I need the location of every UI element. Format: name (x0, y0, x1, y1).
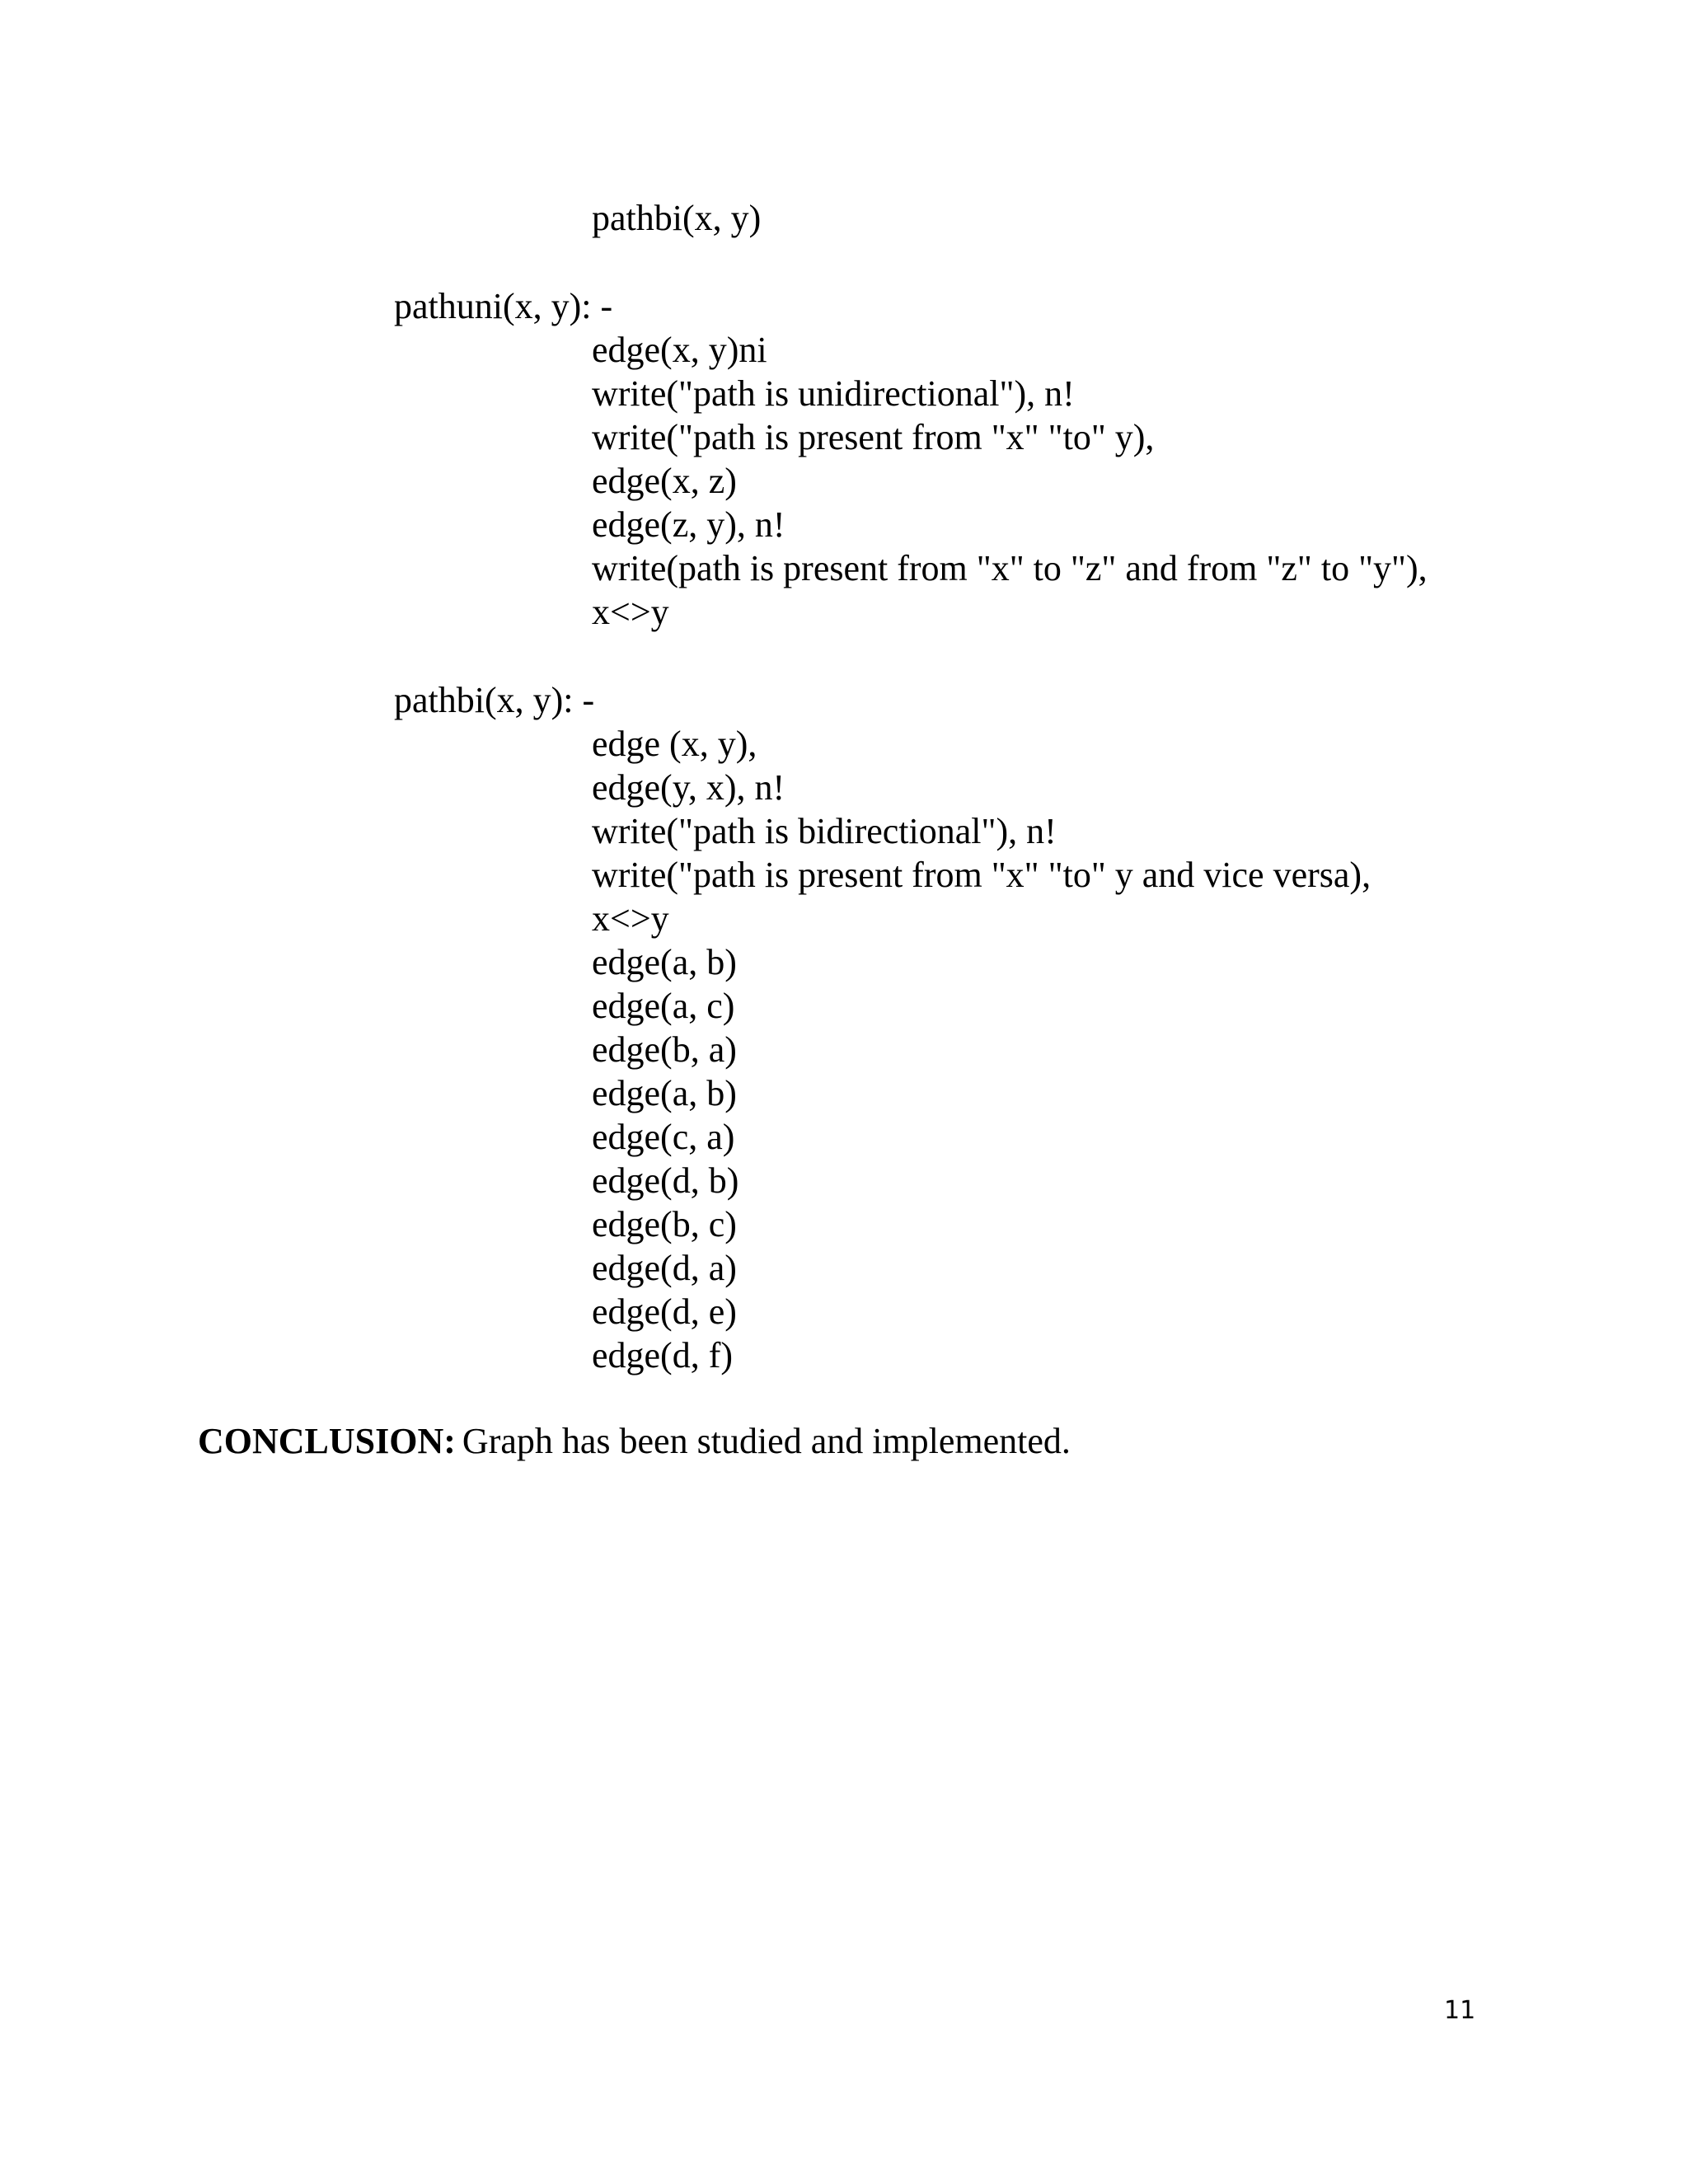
fact-line: edge(d, b) (592, 1160, 739, 1201)
fact-line: edge(c, a) (592, 1117, 735, 1157)
rule-header-pathbi: pathbi(x, y): - (394, 680, 595, 720)
fact-line: edge(a, b) (592, 942, 737, 982)
fact-line: edge(a, c) (592, 986, 735, 1026)
code-line: write(path is present from "x" to "z" and from "z" to "y"), (592, 548, 1428, 588)
fact-line: edge(d, a) (592, 1248, 737, 1288)
code-line: x<>y (592, 898, 669, 939)
code-line: edge (x, y), (592, 724, 757, 764)
conclusion-label: CONCLUSION: (198, 1421, 456, 1461)
code-line: edge(y, x), n! (592, 767, 785, 808)
fact-line: edge(d, e) (592, 1291, 737, 1332)
code-line: edge(x, z) (592, 461, 737, 501)
fact-line: edge(b, a) (592, 1029, 737, 1070)
code-line: edge(x, y)ni (592, 330, 767, 370)
code-line: write("path is unidirectional"), n! (592, 373, 1075, 414)
code-line: write("path is present from "x" "to" y and vice versa), (592, 855, 1372, 895)
code-line: pathbi(x, y) (592, 198, 762, 238)
code-line: x<>y (592, 592, 669, 632)
conclusion-text: Graph has been studied and implemented. (462, 1421, 1071, 1461)
page-number: 11 (1444, 1996, 1476, 2025)
fact-line: edge(d, f) (592, 1335, 734, 1376)
fact-line: edge(a, b) (592, 1073, 737, 1113)
rule-header-pathuni: pathuni(x, y): - (394, 286, 613, 326)
fact-line: edge(b, c) (592, 1204, 737, 1244)
code-line: edge(z, y), n! (592, 504, 785, 545)
code-line: write("path is bidirectional"), n! (592, 811, 1057, 851)
code-line: write("path is present from "x" "to" y), (592, 417, 1155, 457)
conclusion (198, 1419, 1071, 1464)
